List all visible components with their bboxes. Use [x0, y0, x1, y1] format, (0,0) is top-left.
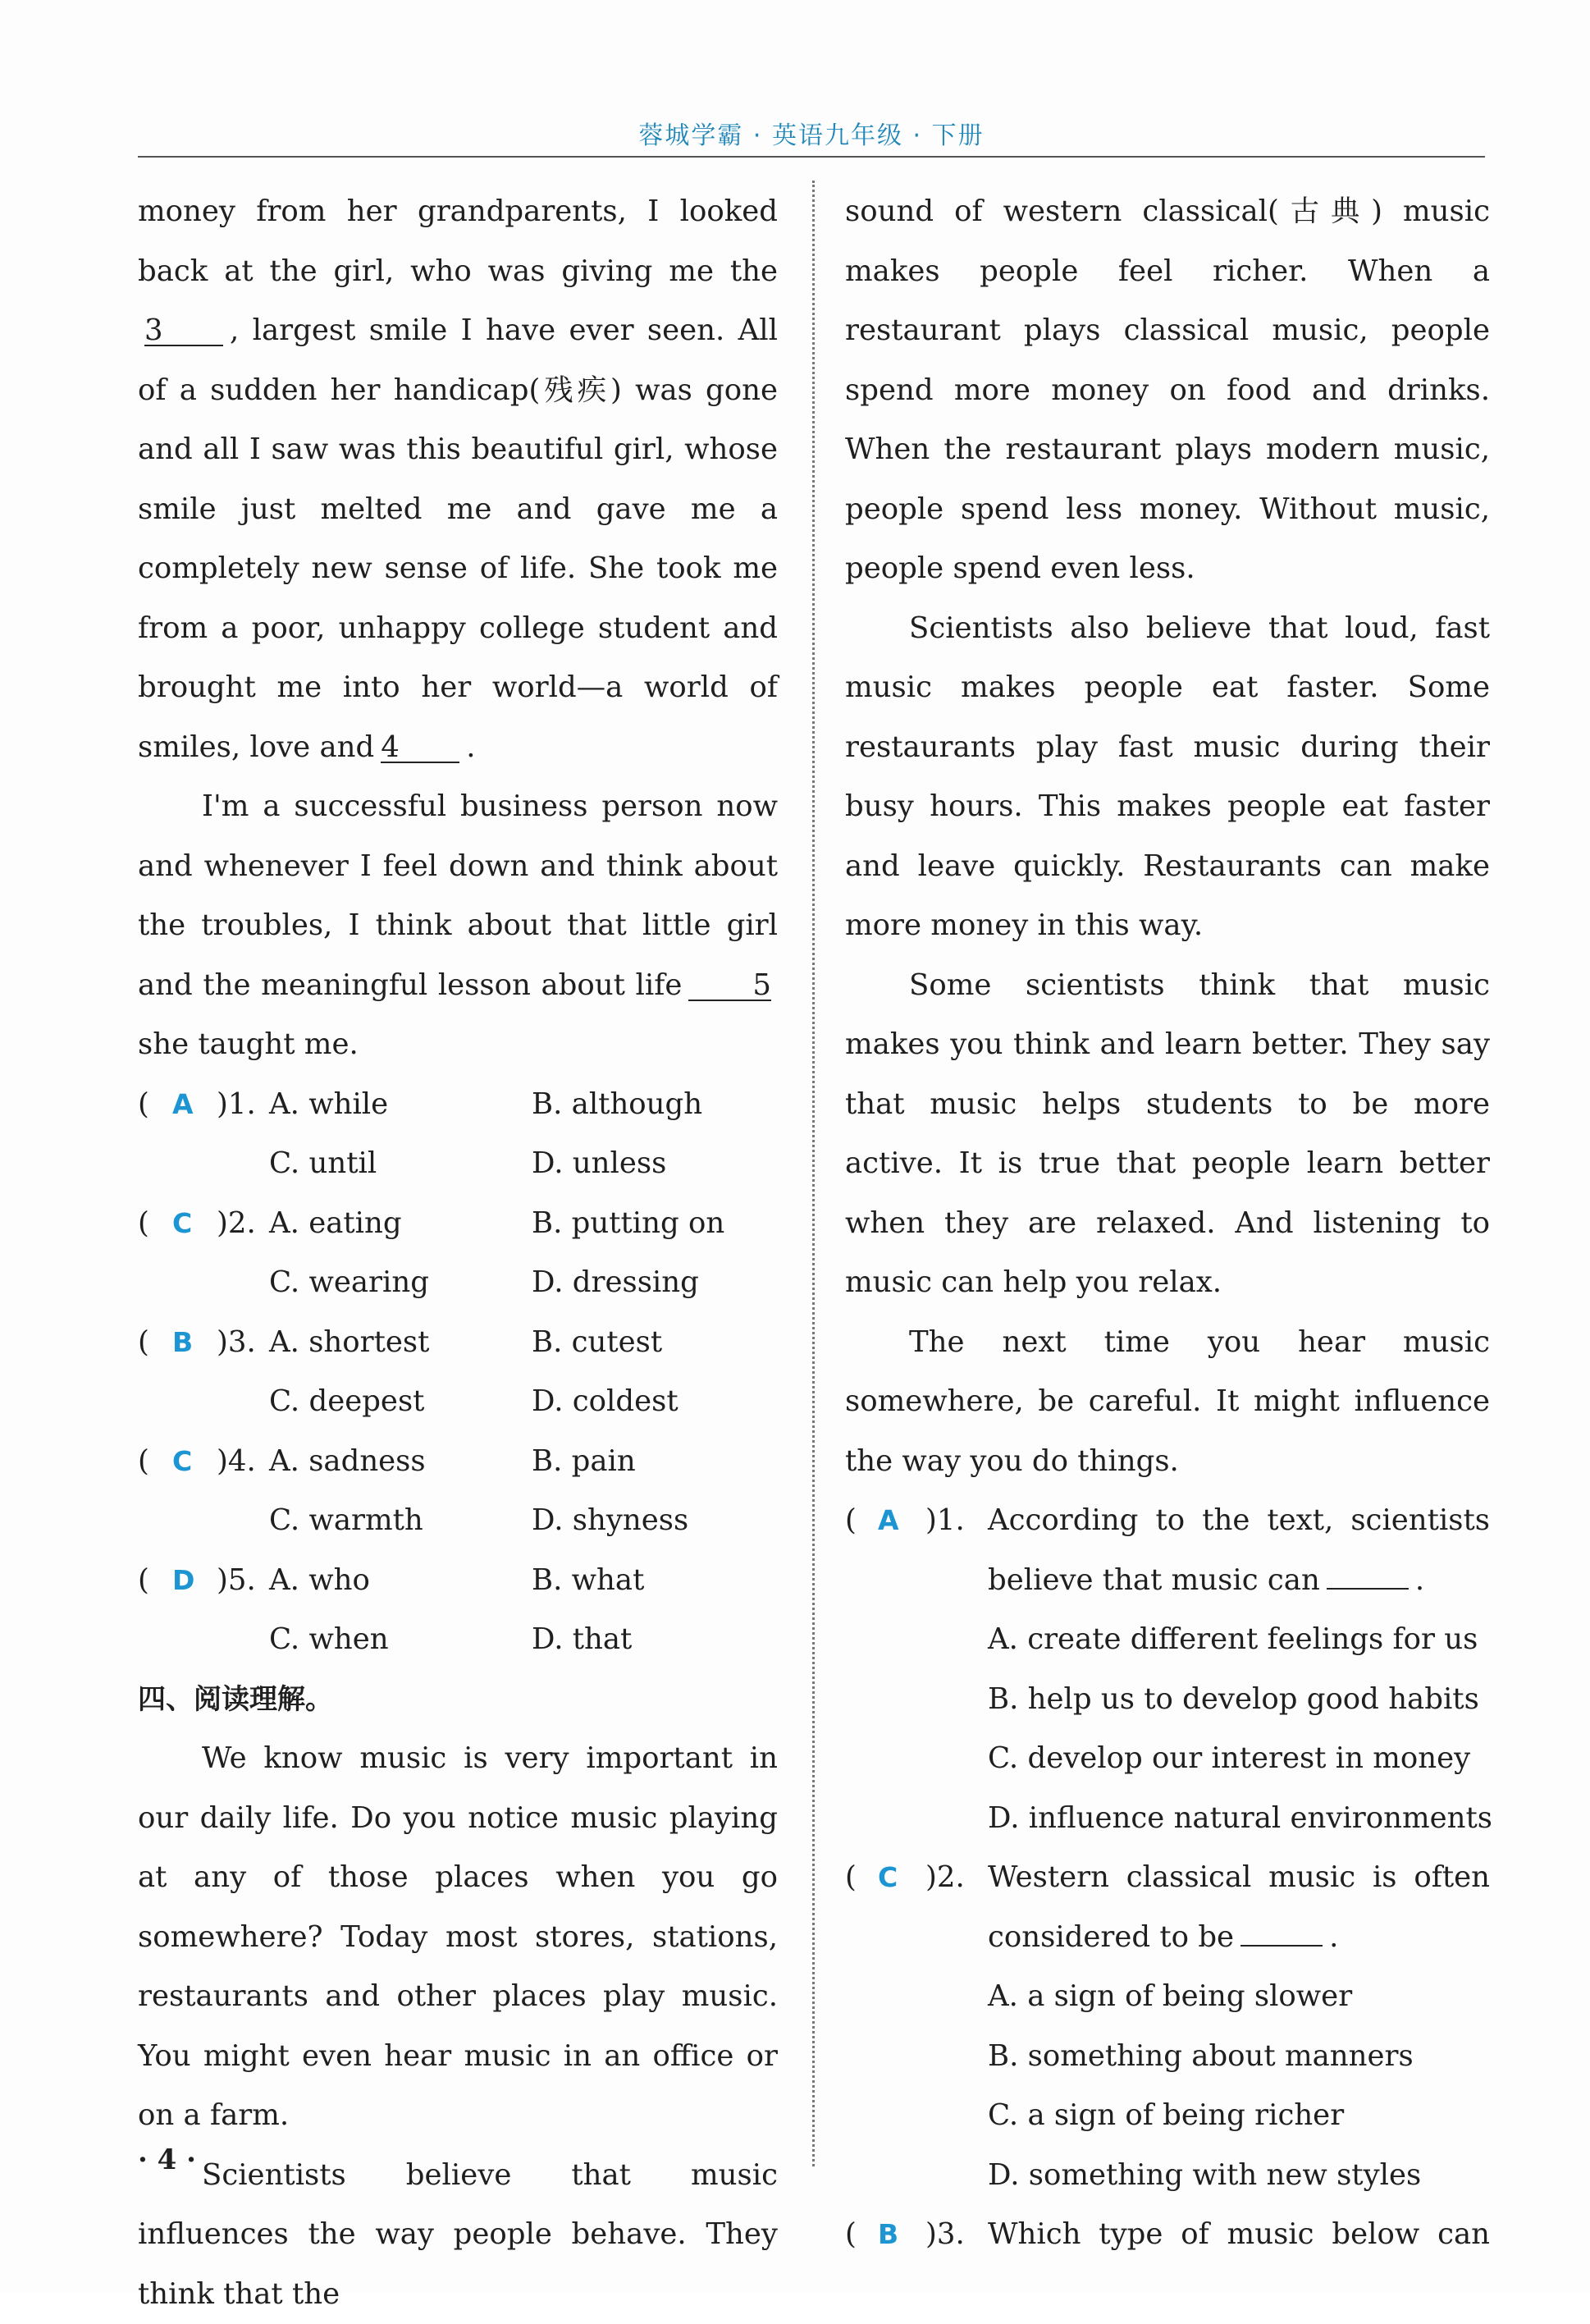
- section-heading: 四、阅读理解。: [138, 1670, 778, 1730]
- column-divider: [812, 181, 815, 2166]
- option: A. who: [269, 1551, 370, 1611]
- question-stem: Western classical music is often: [988, 1848, 1490, 1908]
- question-stem-cont: believe that music can .: [845, 1551, 1490, 1611]
- answer-mark: C: [878, 1848, 898, 1908]
- question-row: [138, 1253, 778, 1313]
- option: D. that: [532, 1610, 632, 1670]
- option: D. shyness: [532, 1491, 688, 1551]
- reading-questions: [845, 1491, 1490, 2265]
- answer-mark: B: [878, 2205, 898, 2265]
- question-row: [138, 1610, 778, 1670]
- question-row: ( C )2. Western classical music is often: [845, 1848, 1490, 1908]
- reading-para2: Scientists believe that music influences the way people behave. They think that the: [138, 2146, 778, 2324]
- question-row: [138, 1372, 778, 1432]
- option: A. a sign of being slower: [845, 1967, 1490, 2027]
- option: C. when: [269, 1610, 389, 1670]
- reading-para4: Some scientists think that music makes you think and learn better. They say that music helps students to be more active. It is true that people learn better when they are relaxed. And listening to music can help you relax.: [845, 956, 1490, 1313]
- question-row: ( A )1. According to the text, scientists: [845, 1491, 1490, 1551]
- option: D. something with new styles: [845, 2146, 1490, 2206]
- question-row: ( C )4. A. sadness B. pain: [138, 1432, 778, 1492]
- answer-mark: A: [172, 1075, 194, 1135]
- text-line: at the girl, who was giving me the: [224, 254, 778, 288]
- option: B. cutest: [532, 1313, 662, 1373]
- reading-para1: We know music is very important in our daily life. Do you notice music playing at any of those places when you go somewhere? Today most stores, stations, restaurants and other places play music. You might even hear music in an office or on a farm.: [138, 1729, 778, 2146]
- text: .: [466, 730, 475, 764]
- option: B. what: [532, 1551, 644, 1611]
- option: D. dressing: [532, 1253, 699, 1313]
- text: and: [319, 730, 374, 764]
- question-stem: Which type of music below can: [988, 2205, 1490, 2265]
- reading-para3: Scientists also believe that loud, fast music makes people eat faster. Some restaurants play fast music during their busy hours. This makes people eat faster and leave quickly. Restaurants can make more money in this way.: [845, 599, 1490, 956]
- question-row: [138, 1491, 778, 1551]
- question-stem: According to the text, scientists: [988, 1491, 1490, 1551]
- left-column: [138, 182, 778, 2324]
- text: largest smile I have ever seen. All of a sudden her handicap(残疾) was gone and all I saw was this beautiful girl, whose smile just melted me and gave me a completely new sense of life. She took me from a poor, unhappy college student and brought me into her world—a world of smiles, love: [138, 313, 778, 764]
- option: A. eating: [269, 1194, 402, 1254]
- reading-para2-cont: sound of western classical(古典) music makes people feel richer. When a restaurant plays classical music, people spend more money on food and drinks. When the restaurant plays modern music, people spend less money. Without music, people spend even less.: [845, 182, 1490, 599]
- option: A. create different feelings for us: [845, 1610, 1490, 1670]
- answer-mark: B: [172, 1313, 193, 1373]
- option: B. help us to develop good habits: [845, 1670, 1490, 1730]
- option: D. coldest: [532, 1372, 678, 1432]
- text: I'm a successful business person now and whenever I feel down and think about the troubles, I think about that little girl and the meaningful lesson about life: [138, 789, 778, 1002]
- option: C. wearing: [269, 1253, 429, 1313]
- option: B. pain: [532, 1432, 636, 1492]
- blank-5: 5: [688, 972, 771, 1001]
- blank-4: 4: [381, 734, 459, 763]
- option: C. warmth: [269, 1491, 423, 1551]
- option: B. putting on: [532, 1194, 724, 1254]
- right-column: [845, 182, 1490, 2265]
- text: ,: [230, 313, 239, 347]
- cloze-questions: [138, 1075, 778, 1670]
- cloze-passage-para2: [138, 777, 778, 1075]
- question-row: [138, 1134, 778, 1194]
- answer-mark: A: [878, 1491, 899, 1551]
- answer-blank: [1240, 1917, 1323, 1947]
- answer-mark: C: [172, 1432, 192, 1492]
- option: A. sadness: [269, 1432, 426, 1492]
- reading-para5: The next time you hear music somewhere, be careful. It might influence the way you do things.: [845, 1313, 1490, 1492]
- question-row: ( C )2. A. eating B. putting on: [138, 1194, 778, 1254]
- option: D. unless: [532, 1134, 666, 1194]
- option: B. something about manners: [845, 2027, 1490, 2087]
- option: C. develop our interest in money: [845, 1729, 1490, 1789]
- page-header: 蓉城学霸 · 英语九年级 · 下册: [138, 115, 1485, 158]
- option: A. shortest: [269, 1313, 429, 1373]
- option: C. deepest: [269, 1372, 424, 1432]
- question-row: ( B )3. A. shortest B. cutest: [138, 1313, 778, 1373]
- page-number: · 4 ·: [138, 2143, 196, 2176]
- option: A. while: [269, 1075, 388, 1135]
- text-line: money from her grandparents, I looked back: [138, 194, 778, 288]
- text: she taught me.: [138, 1027, 359, 1061]
- option: C. a sign of being richer: [845, 2086, 1490, 2146]
- header-rule: [138, 156, 1485, 158]
- option: D. influence natural environments: [845, 1789, 1490, 1849]
- cloze-passage-para1: [138, 182, 778, 777]
- blank-3: 3: [144, 317, 223, 346]
- question-row: ( D )5. A. who B. what: [138, 1551, 778, 1611]
- answer-mark: C: [172, 1194, 192, 1254]
- question-stem-cont: considered to be .: [845, 1908, 1490, 1968]
- answer-blank: [1327, 1560, 1409, 1590]
- option: B. although: [532, 1075, 702, 1135]
- question-row: ( A )1. A. while B. although: [138, 1075, 778, 1135]
- option: C. until: [269, 1134, 377, 1194]
- question-row: ( B )3. Which type of music below can: [845, 2205, 1490, 2265]
- answer-mark: D: [172, 1551, 194, 1611]
